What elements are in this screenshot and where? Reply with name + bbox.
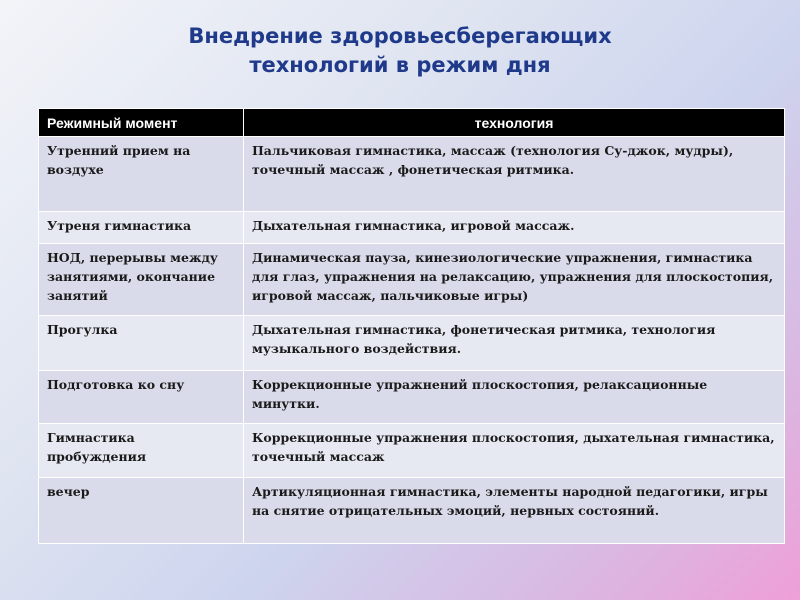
- table-row: [39, 244, 785, 316]
- cell-moment: НОД, перерывы между занятиями, окончание занятий: [39, 244, 244, 316]
- cell-moment: Прогулка: [39, 316, 244, 371]
- schedule-table: [38, 108, 785, 544]
- title-line-1: Внедрение здоровьесберегающих: [188, 24, 612, 48]
- slide-title: [0, 22, 800, 80]
- cell-technology: Коррекционные упражнений плоскостопия, релаксационные минутки.: [244, 371, 785, 424]
- header-technology: технология: [244, 109, 785, 137]
- cell-technology: Пальчиковая гимнастика, массаж (технология Су-джок, мудры), точечный массаж , фонетическая ритмика.: [244, 137, 785, 212]
- cell-moment: вечер: [39, 478, 244, 544]
- cell-moment: Подготовка ко сну: [39, 371, 244, 424]
- cell-moment: Утренний прием на воздухе: [39, 137, 244, 212]
- table-header-row: [39, 109, 785, 137]
- table-row: [39, 424, 785, 478]
- cell-technology: Динамическая пауза, кинезиологические упражнения, гимнастика для глаз, упражнения на релаксацию, упражнения для плоскостопия, игровой массаж, пальчиковые игры): [244, 244, 785, 316]
- table-row: [39, 316, 785, 371]
- cell-technology: Артикуляционная гимнастика, элементы народной педагогики, игры на снятие отрицательных эмоций, нервных состояний.: [244, 478, 785, 544]
- cell-technology: Дыхательная гимнастика, фонетическая ритмика, технология музыкального воздействия.: [244, 316, 785, 371]
- cell-moment: Утреня гимнастика: [39, 212, 244, 244]
- table-row: [39, 137, 785, 212]
- table-row: [39, 478, 785, 544]
- table-row: [39, 212, 785, 244]
- table-row: [39, 371, 785, 424]
- cell-technology: Дыхательная гимнастика, игровой массаж.: [244, 212, 785, 244]
- cell-technology: Коррекционные упражнения плоскостопия, дыхательная гимнастика, точечный массаж: [244, 424, 785, 478]
- title-line-2: технологий в режим дня: [249, 53, 551, 77]
- cell-moment: Гимнастика пробуждения: [39, 424, 244, 478]
- header-moment: Режимный момент: [39, 109, 244, 137]
